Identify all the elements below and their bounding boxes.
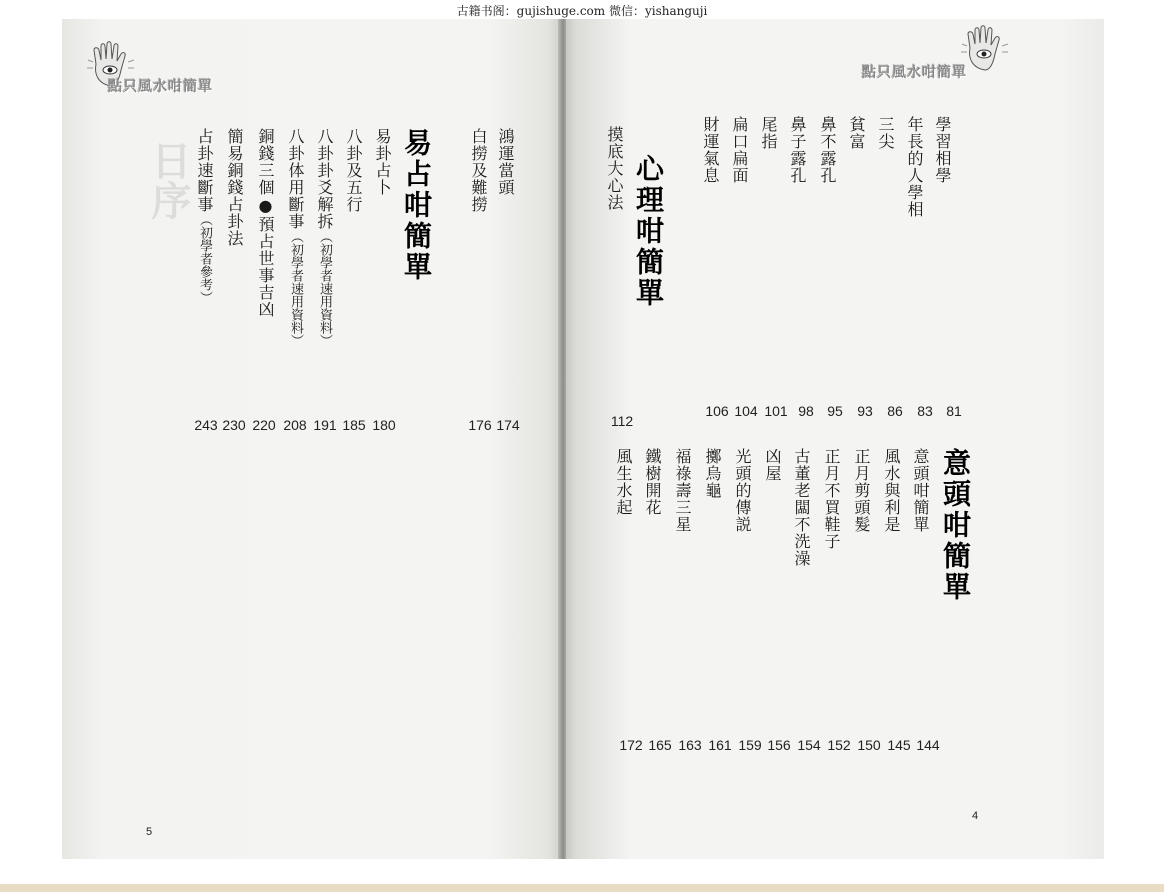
toc-entry-title: 八卦体用斷事 (286, 128, 305, 230)
toc-entry-title: 占卦速斷事 (195, 128, 214, 213)
toc-entry-title: 八卦卦爻解拆 (315, 128, 334, 230)
toc-entry-page: 150 (857, 737, 881, 753)
toc-entry-page: 174 (496, 417, 520, 433)
toc-entry-title: 簡易銅錢占卦法 (225, 128, 244, 247)
toc-entry-page: 180 (372, 417, 396, 433)
toc-entry-page: 104 (734, 403, 758, 419)
toc-entry-title: 意頭咁簡單 (911, 448, 930, 533)
toc-entry-page: 145 (887, 737, 911, 753)
toc-entry-page: 95 (827, 403, 843, 419)
toc-entry-title: 正月剪頭髮 (852, 448, 871, 533)
toc-entry-title: 易卦占卜 (373, 128, 392, 196)
toc-entry-page: 208 (283, 417, 307, 433)
toc-entry-title: 鼻不露孔 (818, 116, 837, 184)
toc-entry-page: 112 (610, 413, 634, 429)
toc-entry-page: 81 (946, 403, 962, 419)
toc-entry-title: 正月不買鞋子 (822, 448, 841, 550)
right-header: 點只風水咁簡單 (862, 65, 967, 81)
toc-entry-page: 152 (827, 737, 851, 753)
left-header: 點只風水咁簡單 (108, 79, 213, 95)
toc-entry-title: 風生水起 (614, 448, 633, 516)
scan-bottom-strip (0, 884, 1164, 892)
toc-entry-page: 83 (917, 403, 933, 419)
section-title: 易占咁簡單 (400, 128, 433, 283)
toc-entry-title: 鴻運當頭 (496, 128, 515, 196)
toc-entry-page: 159 (738, 737, 762, 753)
toc-entry-page: 144 (916, 737, 940, 753)
toc-entry-page: 86 (887, 403, 903, 419)
toc-entry-page: 163 (678, 737, 702, 753)
toc-entry-page: 230 (222, 417, 246, 433)
toc-entry-title: 三尖 (876, 116, 895, 150)
toc-entry-title: 擲烏龜 (703, 448, 722, 499)
toc-entry-page: 172 (619, 737, 643, 753)
toc-entry-page: 101 (764, 403, 788, 419)
page-number: 5 (146, 826, 153, 838)
toc-entry-title: 貧富 (847, 116, 866, 150)
toc-entry-page: 161 (708, 737, 732, 753)
toc-entry-note: （初學者參考） (197, 213, 212, 304)
toc-entry-title: 鐵樹開花 (643, 448, 662, 516)
toc-entry-page: 98 (798, 403, 814, 419)
toc-entry-title: 福祿壽三星 (673, 448, 692, 533)
toc-entry-title: 財運氣息 (701, 116, 720, 184)
page-number: 4 (972, 810, 979, 822)
toc-entry (196, 128, 212, 304)
toc-entry-title: 摸底大心法 (605, 126, 624, 211)
toc-entry-title: 白撈及難撈 (469, 128, 488, 213)
toc-entry-note: （初學者速用資料） (288, 230, 303, 347)
toc-entry-title: 八卦及五行 (344, 128, 363, 213)
toc-entry-page: 93 (857, 403, 873, 419)
toc-entry-title: 扁口扁面 (730, 116, 749, 184)
toc-entry-page: 154 (797, 737, 821, 753)
toc-entry (287, 128, 303, 347)
toc-entry-title: 凶屋 (763, 448, 782, 482)
toc-entry-title: 年長的人學相 (905, 116, 924, 218)
watermark: 古籍书阁：gujishuge.com 微信：yishanguji (456, 4, 708, 18)
section-title: 心理咁簡單 (632, 154, 665, 309)
toc-entry-page: 106 (705, 403, 729, 419)
toc-entry-title: 銅錢三個●預占世事吉凶 (256, 128, 275, 318)
toc-entry-page: 176 (468, 417, 492, 433)
toc-entry-page: 191 (313, 417, 337, 433)
toc-entry-title: 鼻子露孔 (788, 116, 807, 184)
toc-entry-title: 光頭的傳説 (733, 448, 752, 533)
toc-entry-page: 165 (648, 737, 672, 753)
toc-entry-page: 185 (342, 417, 366, 433)
toc-entry-title: 風水與利是 (882, 448, 901, 533)
toc-entry (316, 128, 332, 347)
toc-entry-title: 學習相學 (933, 116, 952, 184)
toc-entry-note: （初學者速用資料） (317, 230, 332, 347)
toc-entry-title: 古董老闆不洗澡 (792, 448, 811, 567)
toc-entry-page: 243 (194, 417, 218, 433)
toc-entry-title: 尾指 (759, 116, 778, 150)
bleed-through-mark: 日序 (145, 140, 191, 220)
toc-entry-page: 156 (767, 737, 791, 753)
toc-entry-page: 220 (252, 417, 276, 433)
section-title: 意頭咁簡單 (939, 448, 972, 603)
